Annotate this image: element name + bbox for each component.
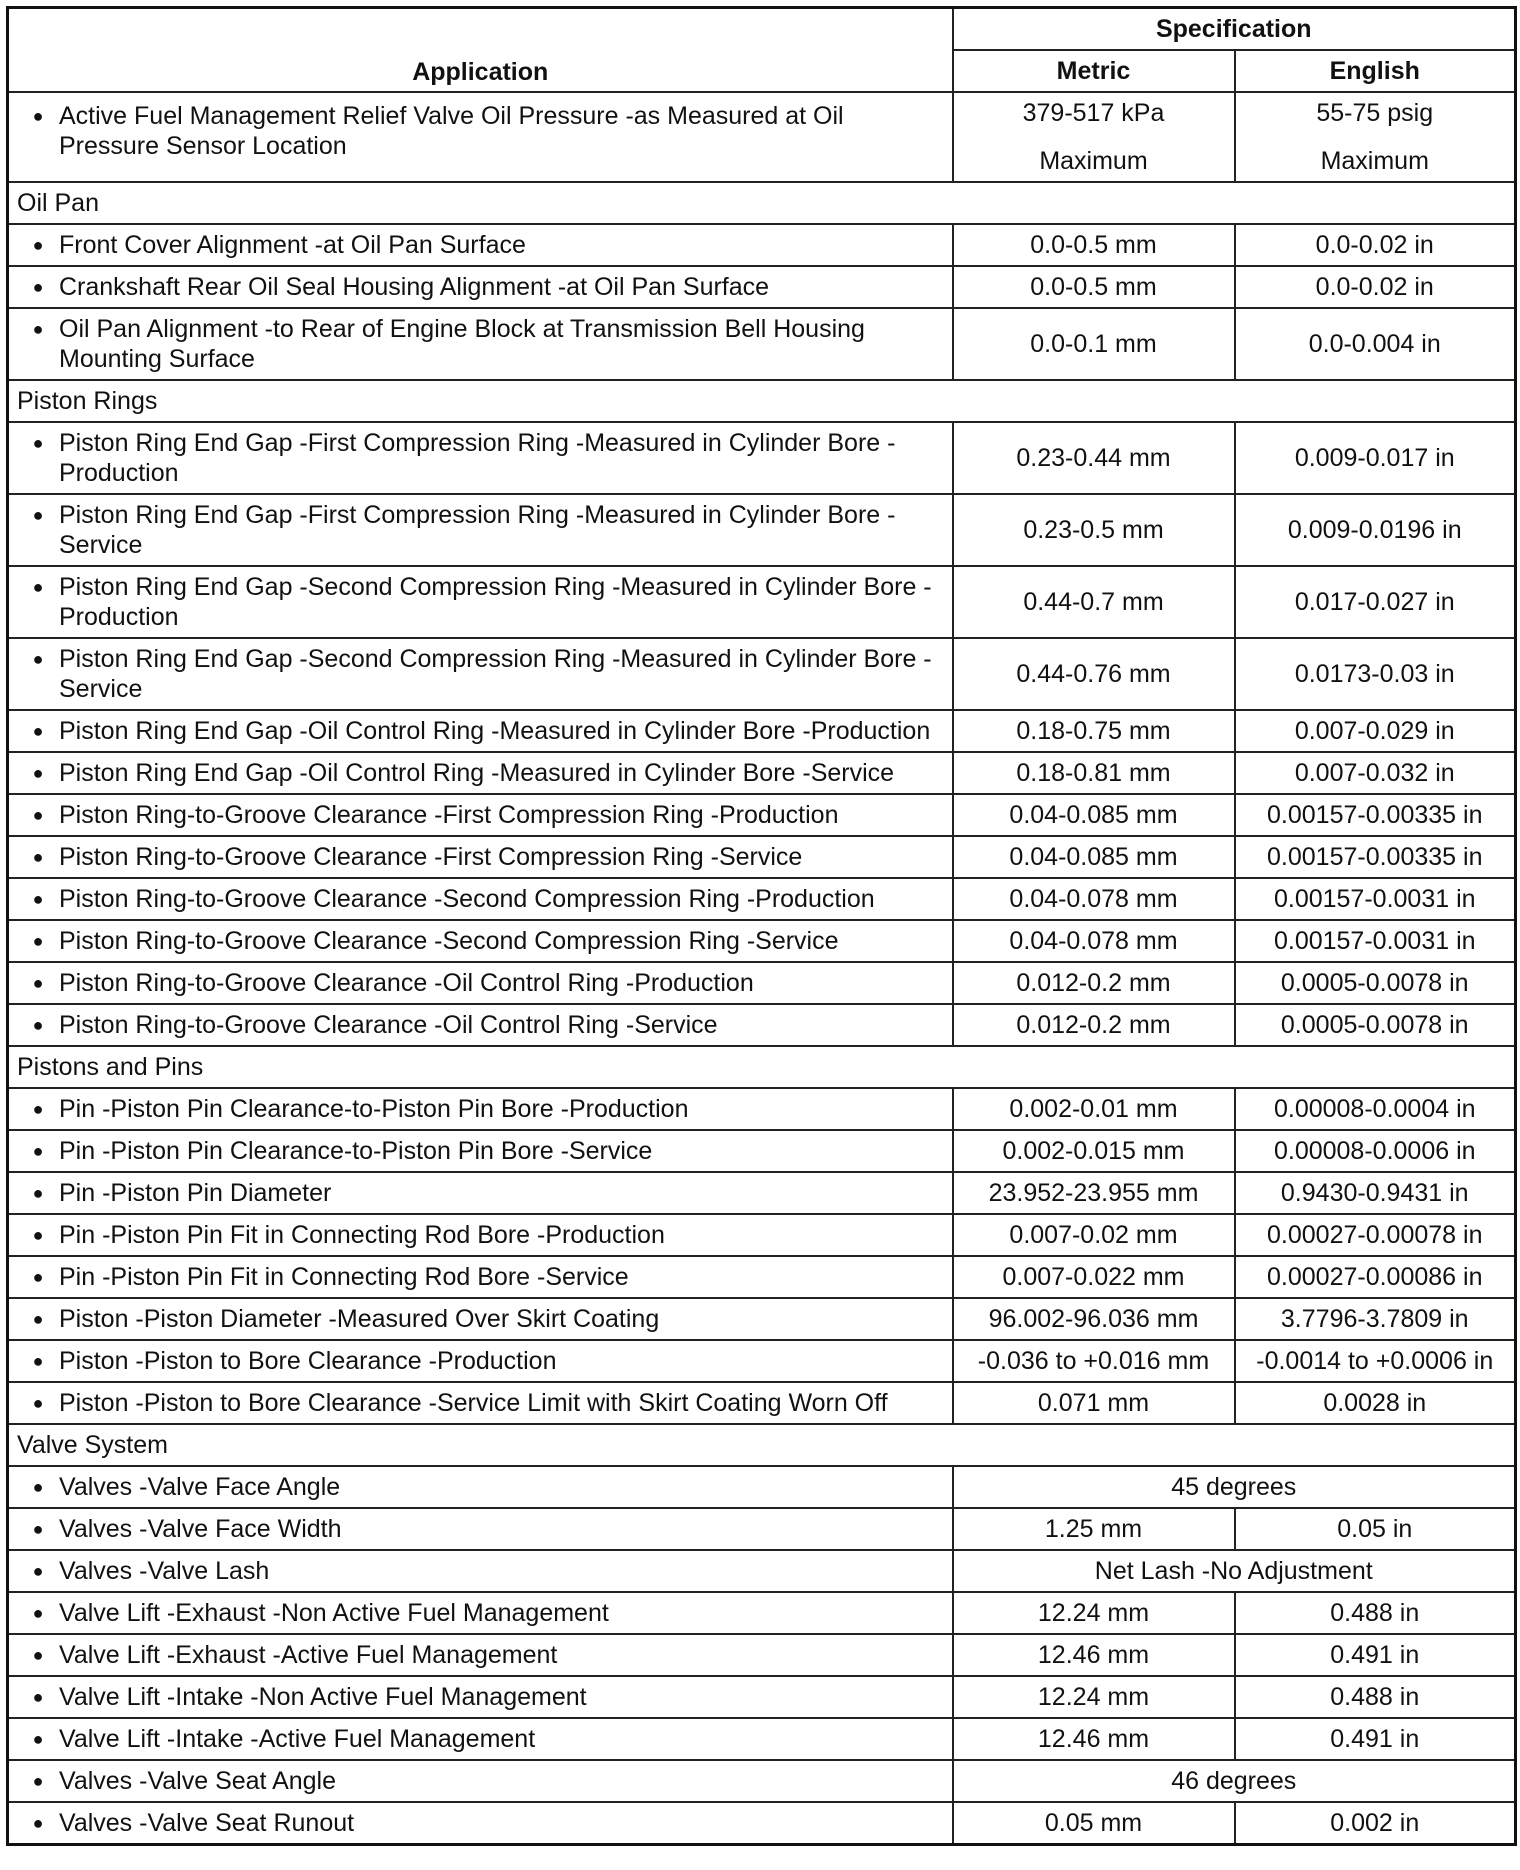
metric-cell: 0.002-0.015 mm xyxy=(953,1130,1235,1172)
application-cell xyxy=(8,1088,953,1130)
application-text: Piston Ring-to-Groove Clearance -Oil Control Ring -Production xyxy=(59,969,754,997)
application-cell xyxy=(8,1382,953,1424)
bullet-icon: ● xyxy=(32,1645,44,1665)
table-row xyxy=(8,752,1516,794)
english-cell: 0.002 in xyxy=(1235,1802,1516,1845)
application-text: Piston -Piston to Bore Clearance -Service Limit with Skirt Coating Worn Off xyxy=(59,1389,888,1417)
table-row xyxy=(8,1340,1516,1382)
application-text: Piston -Piston Diameter -Measured Over Skirt Coating xyxy=(59,1305,660,1333)
application-cell xyxy=(8,1592,953,1634)
application-text: Piston Ring End Gap -Oil Control Ring -Measured in Cylinder Bore -Production xyxy=(59,717,931,745)
application-cell xyxy=(8,1004,953,1046)
bullet-icon: ● xyxy=(32,505,44,525)
table-row xyxy=(8,1508,1516,1550)
application-text: Pin -Piston Pin Fit in Connecting Rod Bore -Service xyxy=(59,1263,629,1291)
english-cell: 0.491 in xyxy=(1235,1718,1516,1760)
table-row xyxy=(8,422,1516,494)
table-row xyxy=(8,794,1516,836)
english-cell: 0.0028 in xyxy=(1235,1382,1516,1424)
bullet-icon: ● xyxy=(32,1267,44,1287)
english-cell: 0.007-0.032 in xyxy=(1235,752,1516,794)
metric-value: 379-517 kPa xyxy=(1022,99,1165,127)
bullet-icon: ● xyxy=(32,1561,44,1581)
section-row xyxy=(8,1424,1516,1466)
application-cell xyxy=(8,710,953,752)
bullet-icon: ● xyxy=(32,805,44,825)
application-cell xyxy=(8,836,953,878)
english-cell: 0.0005-0.0078 in xyxy=(1235,962,1516,1004)
bullet-icon: ● xyxy=(32,721,44,741)
application-header: Application xyxy=(8,8,953,93)
bullet-icon: ● xyxy=(32,1351,44,1371)
table-row xyxy=(8,878,1516,920)
english-cell: 0.00008-0.0006 in xyxy=(1235,1130,1516,1172)
combined-spec-cell: 46 degrees xyxy=(953,1760,1516,1802)
table-row xyxy=(8,1634,1516,1676)
application-text: Active Fuel Management Relief Valve Oil Pressure -as Measured at Oil Pressure Sensor Location xyxy=(59,102,844,160)
metric-cell xyxy=(953,92,1235,182)
table-row xyxy=(8,92,1516,182)
metric-cell: 0.012-0.2 mm xyxy=(953,962,1235,1004)
bullet-icon: ● xyxy=(32,1687,44,1707)
application-cell xyxy=(8,1298,953,1340)
table-row xyxy=(8,1466,1516,1508)
bullet-icon: ● xyxy=(32,889,44,909)
application-text: Piston Ring End Gap -First Compression Ring -Measured in Cylinder Bore -Service xyxy=(59,501,896,559)
application-cell xyxy=(8,1466,953,1508)
application-cell xyxy=(8,1172,953,1214)
spec-table-wrapper xyxy=(6,6,1514,1846)
table-row xyxy=(8,1718,1516,1760)
english-cell: 0.0-0.02 in xyxy=(1235,266,1516,308)
metric-cell: 12.46 mm xyxy=(953,1634,1235,1676)
metric-cell: 1.25 mm xyxy=(953,1508,1235,1550)
application-cell xyxy=(8,92,953,182)
application-text: Piston Ring End Gap -First Compression Ring -Measured in Cylinder Bore -Production xyxy=(59,429,896,487)
application-cell xyxy=(8,638,953,710)
application-cell xyxy=(8,1214,953,1256)
application-cell xyxy=(8,962,953,1004)
application-text: Valves -Valve Face Width xyxy=(59,1515,342,1543)
application-text: Piston Ring-to-Groove Clearance -Oil Control Ring -Service xyxy=(59,1011,718,1039)
metric-cell: 0.04-0.085 mm xyxy=(953,836,1235,878)
table-row xyxy=(8,1256,1516,1298)
metric-cell: 96.002-96.036 mm xyxy=(953,1298,1235,1340)
application-text: Crankshaft Rear Oil Seal Housing Alignment -at Oil Pan Surface xyxy=(59,273,770,301)
bullet-icon: ● xyxy=(32,1813,44,1833)
application-text: Piston Ring-to-Groove Clearance -First Compression Ring -Production xyxy=(59,801,839,829)
metric-cell: 0.007-0.02 mm xyxy=(953,1214,1235,1256)
metric-cell: 12.46 mm xyxy=(953,1718,1235,1760)
application-text: Piston Ring End Gap -Second Compression Ring -Measured in Cylinder Bore -Service xyxy=(59,645,932,703)
application-text: Piston Ring-to-Groove Clearance -First Compression Ring -Service xyxy=(59,843,803,871)
application-text: Valve Lift -Intake -Non Active Fuel Management xyxy=(59,1683,587,1711)
bullet-icon: ● xyxy=(32,319,44,339)
combined-spec-cell: Net Lash -No Adjustment xyxy=(953,1550,1516,1592)
application-cell xyxy=(8,1718,953,1760)
english-cell: 0.007-0.029 in xyxy=(1235,710,1516,752)
application-cell xyxy=(8,308,953,380)
table-row xyxy=(8,1760,1516,1802)
bullet-icon: ● xyxy=(32,1225,44,1245)
metric-cell: 12.24 mm xyxy=(953,1676,1235,1718)
bullet-icon: ● xyxy=(32,1309,44,1329)
english-cell: 0.009-0.017 in xyxy=(1235,422,1516,494)
table-row xyxy=(8,308,1516,380)
application-text: Valves -Valve Seat Angle xyxy=(59,1767,337,1795)
table-row xyxy=(8,1298,1516,1340)
application-text: Pin -Piston Pin Clearance-to-Piston Pin Bore -Service xyxy=(59,1137,653,1165)
table-row xyxy=(8,1214,1516,1256)
application-cell xyxy=(8,878,953,920)
bullet-icon: ● xyxy=(32,106,44,126)
metric-cell: 0.23-0.44 mm xyxy=(953,422,1235,494)
application-cell xyxy=(8,1634,953,1676)
metric-cell: 0.18-0.81 mm xyxy=(953,752,1235,794)
english-header: English xyxy=(1235,50,1516,92)
metric-cell: 0.007-0.022 mm xyxy=(953,1256,1235,1298)
application-text: Piston Ring-to-Groove Clearance -Second Compression Ring -Production xyxy=(59,885,875,913)
combined-spec-cell: 45 degrees xyxy=(953,1466,1516,1508)
bullet-icon: ● xyxy=(32,847,44,867)
application-text: Pin -Piston Pin Diameter xyxy=(59,1179,332,1207)
metric-cell: 12.24 mm xyxy=(953,1592,1235,1634)
english-cell: 0.491 in xyxy=(1235,1634,1516,1676)
bullet-icon: ● xyxy=(32,1729,44,1749)
metric-cell: 0.44-0.76 mm xyxy=(953,638,1235,710)
section-row xyxy=(8,1046,1516,1088)
bullet-icon: ● xyxy=(32,1603,44,1623)
english-cell: 0.00157-0.0031 in xyxy=(1235,920,1516,962)
metric-cell: 0.012-0.2 mm xyxy=(953,1004,1235,1046)
application-cell xyxy=(8,794,953,836)
english-cell: 3.7796-3.7809 in xyxy=(1235,1298,1516,1340)
application-text: Valve Lift -Exhaust -Active Fuel Management xyxy=(59,1641,558,1669)
application-cell xyxy=(8,1340,953,1382)
application-cell xyxy=(8,1676,953,1718)
application-text: Piston -Piston to Bore Clearance -Production xyxy=(59,1347,557,1375)
application-cell xyxy=(8,266,953,308)
english-cell: 0.00027-0.00086 in xyxy=(1235,1256,1516,1298)
english-cell: 0.488 in xyxy=(1235,1592,1516,1634)
metric-cell: 23.952-23.955 mm xyxy=(953,1172,1235,1214)
table-row xyxy=(8,710,1516,752)
metric-cell: 0.071 mm xyxy=(953,1382,1235,1424)
specification-table xyxy=(6,6,1517,1846)
table-row xyxy=(8,1382,1516,1424)
section-title: Pistons and Pins xyxy=(8,1046,1516,1088)
application-text: Valves -Valve Seat Runout xyxy=(59,1809,355,1837)
section-title: Piston Rings xyxy=(8,380,1516,422)
bullet-icon: ● xyxy=(32,1141,44,1161)
metric-cell: 0.44-0.7 mm xyxy=(953,566,1235,638)
bullet-icon: ● xyxy=(32,1393,44,1413)
table-row xyxy=(8,638,1516,710)
table-row xyxy=(8,962,1516,1004)
bullet-icon: ● xyxy=(32,1183,44,1203)
application-cell xyxy=(8,1802,953,1845)
metric-cell: 0.18-0.75 mm xyxy=(953,710,1235,752)
application-cell xyxy=(8,1130,953,1172)
table-row xyxy=(8,836,1516,878)
application-cell xyxy=(8,494,953,566)
metric-cell: 0.0-0.1 mm xyxy=(953,308,1235,380)
english-cell: 0.05 in xyxy=(1235,1508,1516,1550)
english-cell: 0.00157-0.00335 in xyxy=(1235,836,1516,878)
application-cell xyxy=(8,1256,953,1298)
application-text: Pin -Piston Pin Clearance-to-Piston Pin Bore -Production xyxy=(59,1095,689,1123)
english-cell: 0.00157-0.0031 in xyxy=(1235,878,1516,920)
bullet-icon: ● xyxy=(32,931,44,951)
english-cell: 0.0005-0.0078 in xyxy=(1235,1004,1516,1046)
table-row xyxy=(8,566,1516,638)
bullet-icon: ● xyxy=(32,649,44,669)
metric-cell: 0.04-0.078 mm xyxy=(953,878,1235,920)
application-text: Valves -Valve Face Angle xyxy=(59,1473,341,1501)
english-cell: 0.488 in xyxy=(1235,1676,1516,1718)
application-text: Valve Lift -Intake -Active Fuel Management xyxy=(59,1725,536,1753)
bullet-icon: ● xyxy=(32,577,44,597)
table-row xyxy=(8,920,1516,962)
specification-header: Specification xyxy=(953,8,1516,51)
english-note: Maximum xyxy=(1320,147,1429,175)
metric-cell: 0.002-0.01 mm xyxy=(953,1088,1235,1130)
metric-cell: 0.04-0.078 mm xyxy=(953,920,1235,962)
english-cell: 0.0-0.004 in xyxy=(1235,308,1516,380)
table-row xyxy=(8,266,1516,308)
metric-cell: -0.036 to +0.016 mm xyxy=(953,1340,1235,1382)
bullet-icon: ● xyxy=(32,1519,44,1539)
application-text: Front Cover Alignment -at Oil Pan Surface xyxy=(59,231,526,259)
table-row xyxy=(8,224,1516,266)
english-cell: 0.9430-0.9431 in xyxy=(1235,1172,1516,1214)
application-text: Piston Ring End Gap -Oil Control Ring -Measured in Cylinder Bore -Service xyxy=(59,759,895,787)
application-text: Oil Pan Alignment -to Rear of Engine Block at Transmission Bell Housing Mounting Surface xyxy=(59,315,865,373)
english-cell: 0.00008-0.0004 in xyxy=(1235,1088,1516,1130)
table-row xyxy=(8,1088,1516,1130)
table-row xyxy=(8,1130,1516,1172)
bullet-icon: ● xyxy=(32,1771,44,1791)
table-row xyxy=(8,494,1516,566)
bullet-icon: ● xyxy=(32,277,44,297)
section-title: Oil Pan xyxy=(8,182,1516,224)
table-row xyxy=(8,1004,1516,1046)
bullet-icon: ● xyxy=(32,1015,44,1035)
application-cell xyxy=(8,752,953,794)
metric-note: Maximum xyxy=(1039,147,1148,175)
bullet-icon: ● xyxy=(32,1477,44,1497)
english-value: 55-75 psig xyxy=(1316,99,1434,127)
metric-cell: 0.05 mm xyxy=(953,1802,1235,1845)
application-text: Piston Ring End Gap -Second Compression Ring -Measured in Cylinder Bore -Production xyxy=(59,573,932,631)
bullet-icon: ● xyxy=(32,433,44,453)
section-row xyxy=(8,380,1516,422)
english-cell: 0.0-0.02 in xyxy=(1235,224,1516,266)
english-cell: 0.00157-0.00335 in xyxy=(1235,794,1516,836)
table-row xyxy=(8,1172,1516,1214)
table-row xyxy=(8,1550,1516,1592)
metric-cell: 0.23-0.5 mm xyxy=(953,494,1235,566)
application-cell xyxy=(8,1508,953,1550)
application-cell xyxy=(8,1550,953,1592)
section-title: Valve System xyxy=(8,1424,1516,1466)
table-row xyxy=(8,1802,1516,1845)
application-text: Piston Ring-to-Groove Clearance -Second Compression Ring -Service xyxy=(59,927,839,955)
application-cell xyxy=(8,1760,953,1802)
english-cell: -0.0014 to +0.0006 in xyxy=(1235,1340,1516,1382)
metric-cell: 0.0-0.5 mm xyxy=(953,266,1235,308)
english-cell: 0.017-0.027 in xyxy=(1235,566,1516,638)
table-row xyxy=(8,1676,1516,1718)
section-row xyxy=(8,182,1516,224)
english-cell xyxy=(1235,92,1516,182)
application-text: Pin -Piston Pin Fit in Connecting Rod Bore -Production xyxy=(59,1221,665,1249)
application-text: Valve Lift -Exhaust -Non Active Fuel Management xyxy=(59,1599,609,1627)
metric-header: Metric xyxy=(953,50,1235,92)
metric-cell: 0.04-0.085 mm xyxy=(953,794,1235,836)
bullet-icon: ● xyxy=(32,973,44,993)
application-text: Valves -Valve Lash xyxy=(59,1557,270,1585)
metric-cell: 0.0-0.5 mm xyxy=(953,224,1235,266)
table-row xyxy=(8,1592,1516,1634)
bullet-icon: ● xyxy=(32,763,44,783)
application-cell xyxy=(8,566,953,638)
application-cell xyxy=(8,224,953,266)
english-cell: 0.009-0.0196 in xyxy=(1235,494,1516,566)
application-cell xyxy=(8,920,953,962)
english-cell: 0.0173-0.03 in xyxy=(1235,638,1516,710)
bullet-icon: ● xyxy=(32,235,44,255)
english-cell: 0.00027-0.00078 in xyxy=(1235,1214,1516,1256)
application-cell xyxy=(8,422,953,494)
bullet-icon: ● xyxy=(32,1099,44,1119)
